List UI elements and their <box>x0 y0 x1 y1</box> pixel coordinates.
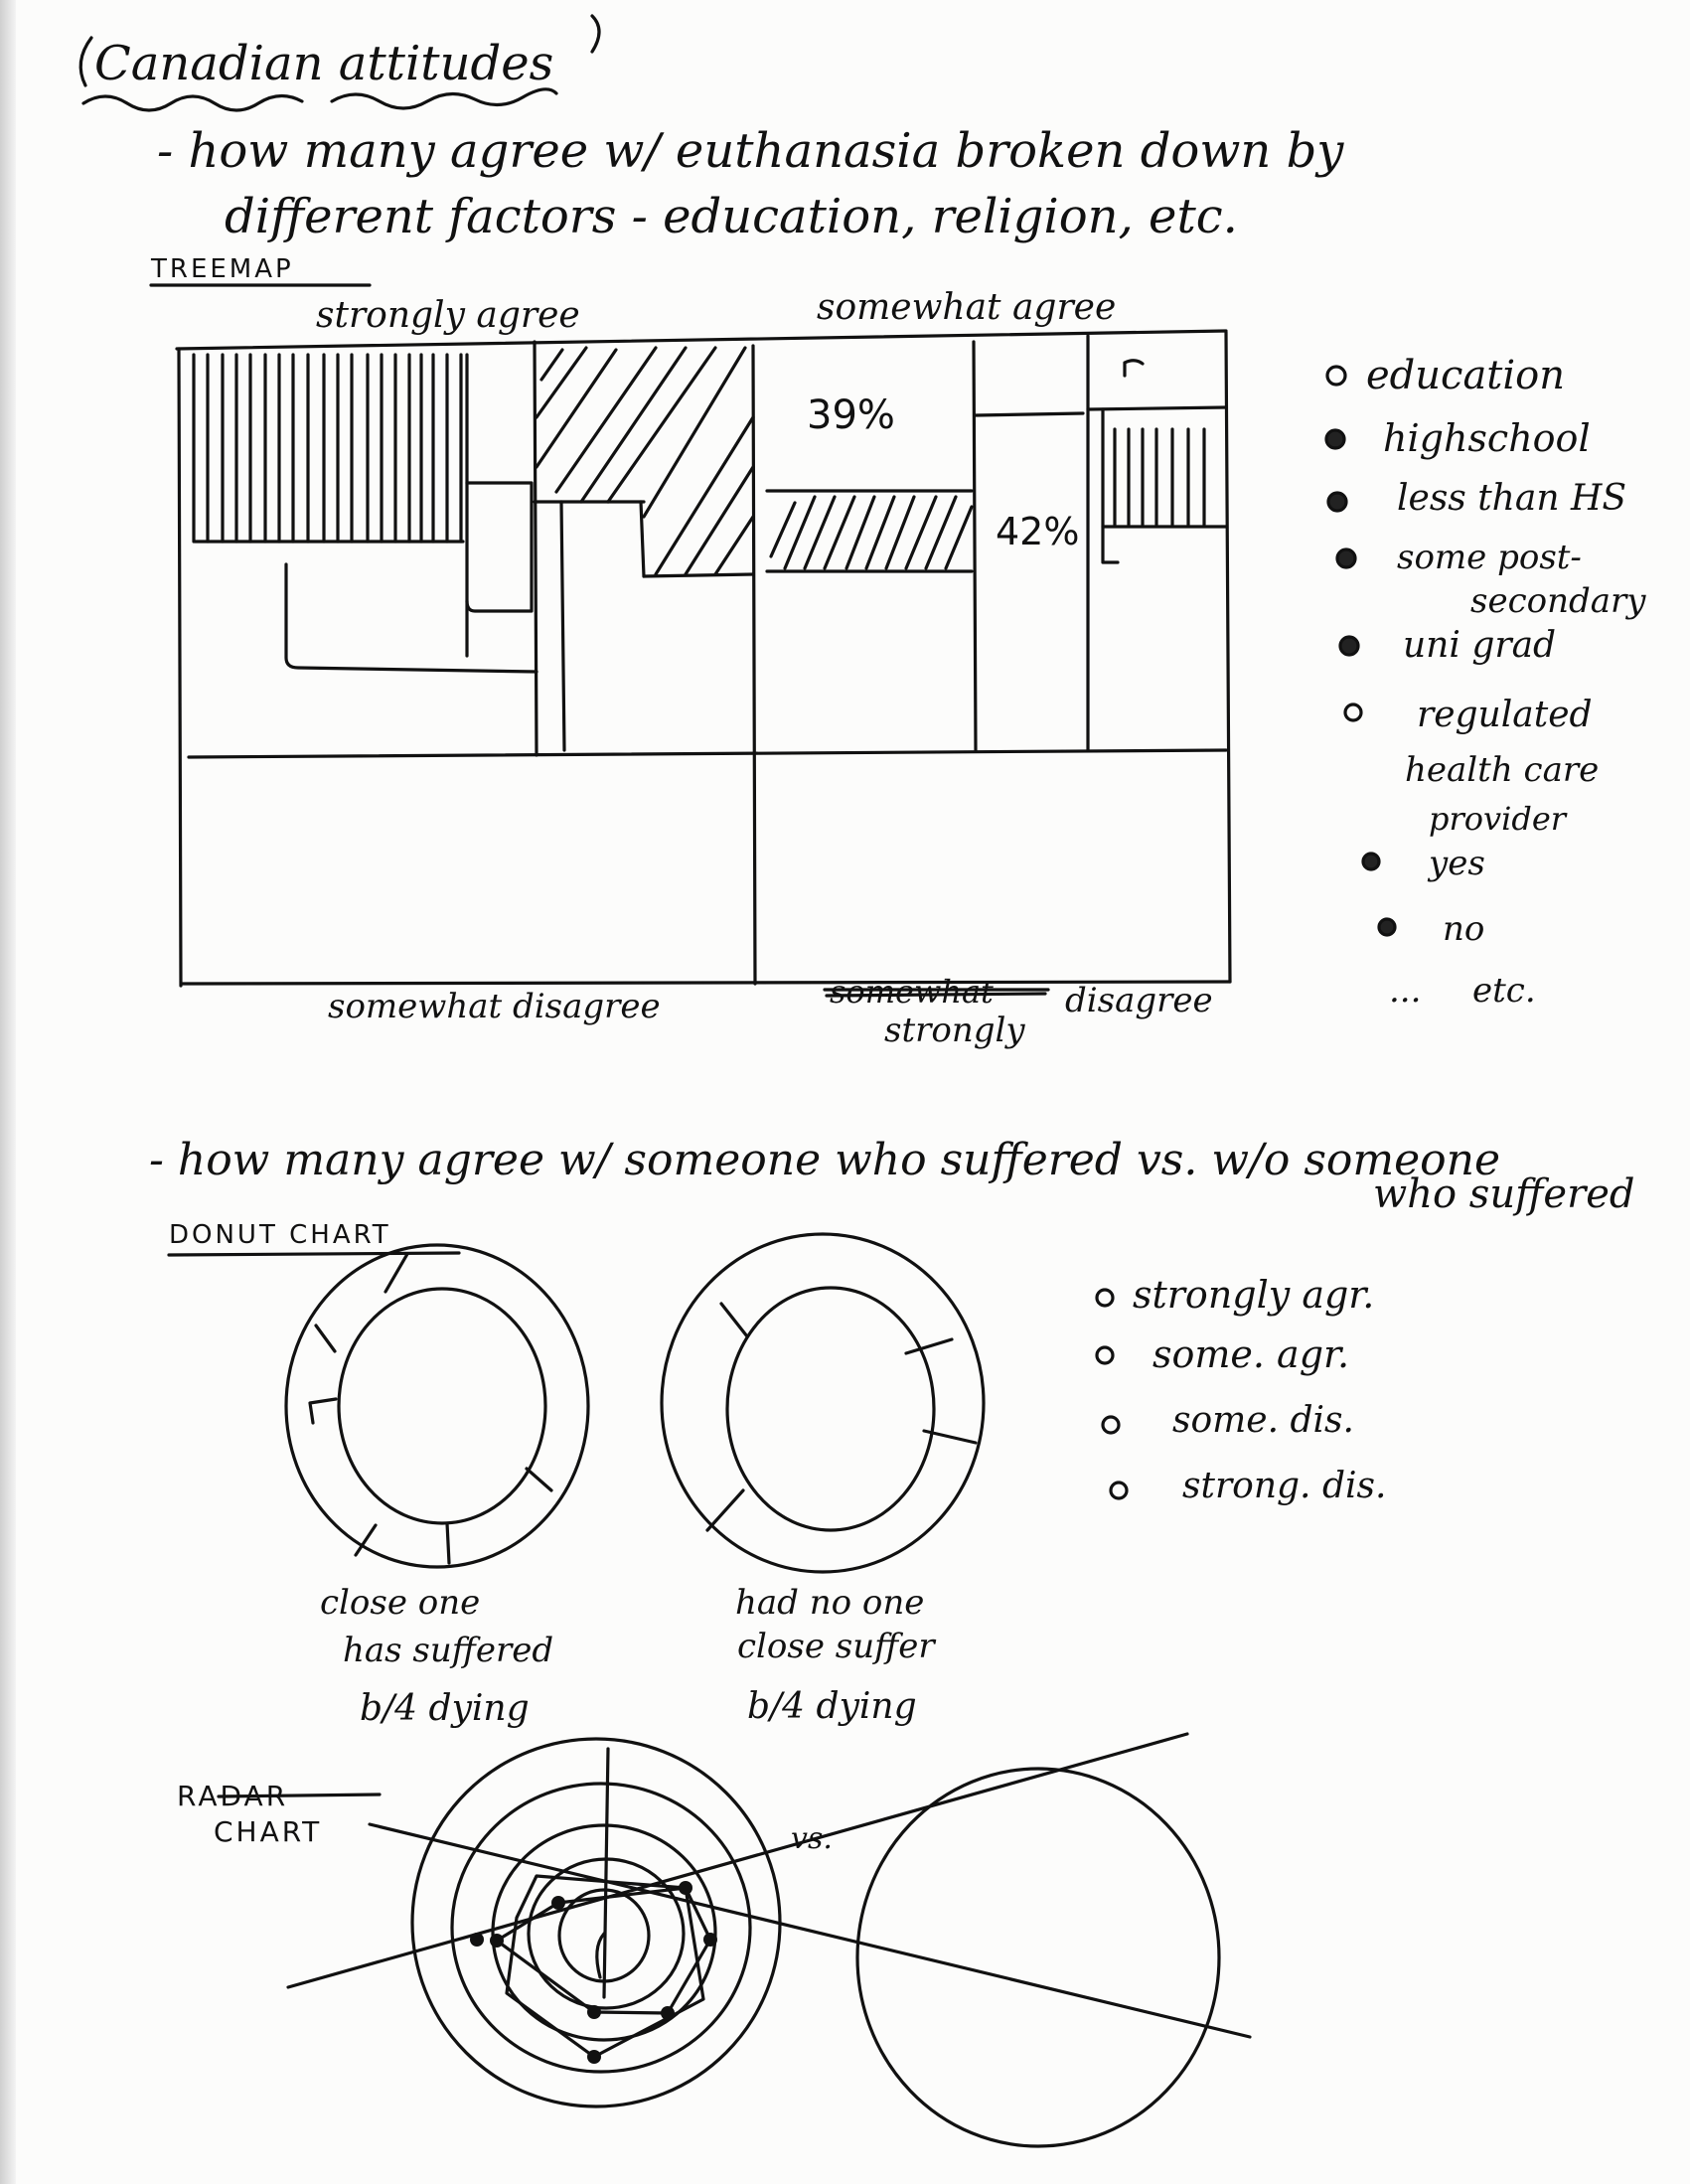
treemap-legend-provider: provider <box>1429 800 1567 838</box>
radar-label-line2: CHART <box>214 1815 323 1848</box>
treemap-small-mark <box>1125 361 1143 376</box>
cross-out-line-1 <box>370 1821 1250 2037</box>
treemap-legend-secondary: secondary <box>1470 581 1646 621</box>
treemap-frame <box>177 331 1230 986</box>
treemap-label: TREEMAP <box>151 254 294 284</box>
title-hook <box>592 16 599 52</box>
treemap-legend-less-than-hs: less than HS <box>1397 478 1627 519</box>
donut-right <box>662 1234 984 1572</box>
label-strongly-insert: strongly <box>884 1011 1025 1050</box>
donut-left-caption-line2: has suffered <box>343 1631 554 1670</box>
treemap-vertical-hatch-b <box>1115 429 1204 525</box>
title-squiggle-1 <box>83 95 302 110</box>
page-title: Canadian attitudes <box>94 36 554 91</box>
vs-label: vs. <box>791 1821 833 1856</box>
treemap-hatch-b <box>771 497 972 568</box>
treemap-hatch-a <box>537 348 753 574</box>
donut-legend-strong-dis: strong. dis. <box>1182 1466 1387 1506</box>
section2-question-line2: who suffered <box>1373 1171 1635 1217</box>
section1-question-line2: different factors - education, religion, etc. <box>225 189 1238 244</box>
donut-legend-strongly-agr: strongly agr. <box>1133 1273 1375 1317</box>
donut-left-caption-line3: b/4 dying <box>360 1688 530 1729</box>
donut-right-caption-line1: had no one <box>735 1583 925 1623</box>
treemap-legend-yes: yes <box>1429 844 1485 883</box>
label-disagree: disagree <box>1065 981 1213 1020</box>
radar-chart-right-circle <box>857 1769 1219 2146</box>
title-squiggle-2 <box>332 89 556 108</box>
section1-question-line1: - how many agree w/ euthanasia broken down by <box>157 123 1344 179</box>
donut-underline <box>169 1253 459 1255</box>
treemap-cell-value-42: 42% <box>996 510 1080 553</box>
radar-chart <box>412 1739 780 2106</box>
donut-chart-label: DONUT CHART <box>169 1220 391 1250</box>
donut-right-caption-line3: b/4 dying <box>747 1686 917 1727</box>
label-somewhat-disagree: somewhat disagree <box>328 987 661 1026</box>
treemap-legend-highschool: highschool <box>1383 416 1591 460</box>
radar-label-line1: RADAR <box>177 1780 289 1812</box>
section2-question-line1: - how many agree w/ someone who suffered vs. w/o someone <box>149 1135 1501 1185</box>
treemap-legend-regulated: regulated <box>1417 695 1593 735</box>
treemap-legend-education: education <box>1366 353 1565 398</box>
treemap-legend-etc: etc. <box>1472 971 1536 1011</box>
label-struck-somewhat: somewhat <box>830 973 994 1011</box>
treemap-legend-ellipsis: ... <box>1389 971 1422 1011</box>
label-strongly-agree: strongly agree <box>316 295 580 336</box>
treemap-legend-no: no <box>1443 909 1485 949</box>
donut-left <box>286 1245 588 1567</box>
treemap-strongly-agree-cells <box>194 342 753 755</box>
treemap-cell-value-39: 39% <box>807 392 895 438</box>
treemap-legend-uni-grad: uni grad <box>1403 625 1557 666</box>
donut-right-caption-line2: close suffer <box>737 1627 935 1666</box>
donut-left-caption-line1: close one <box>320 1583 481 1623</box>
label-somewhat-agree: somewhat agree <box>817 287 1117 328</box>
title-bracket <box>80 38 91 85</box>
treemap-legend-some-post: some post- <box>1397 538 1582 577</box>
donut-legend-some-agr: some. agr. <box>1152 1332 1350 1376</box>
donut-legend-some-dis: some. dis. <box>1172 1400 1354 1441</box>
treemap-legend-health-care: health care <box>1405 750 1600 790</box>
donut-legend-markers <box>1097 1290 1127 1498</box>
